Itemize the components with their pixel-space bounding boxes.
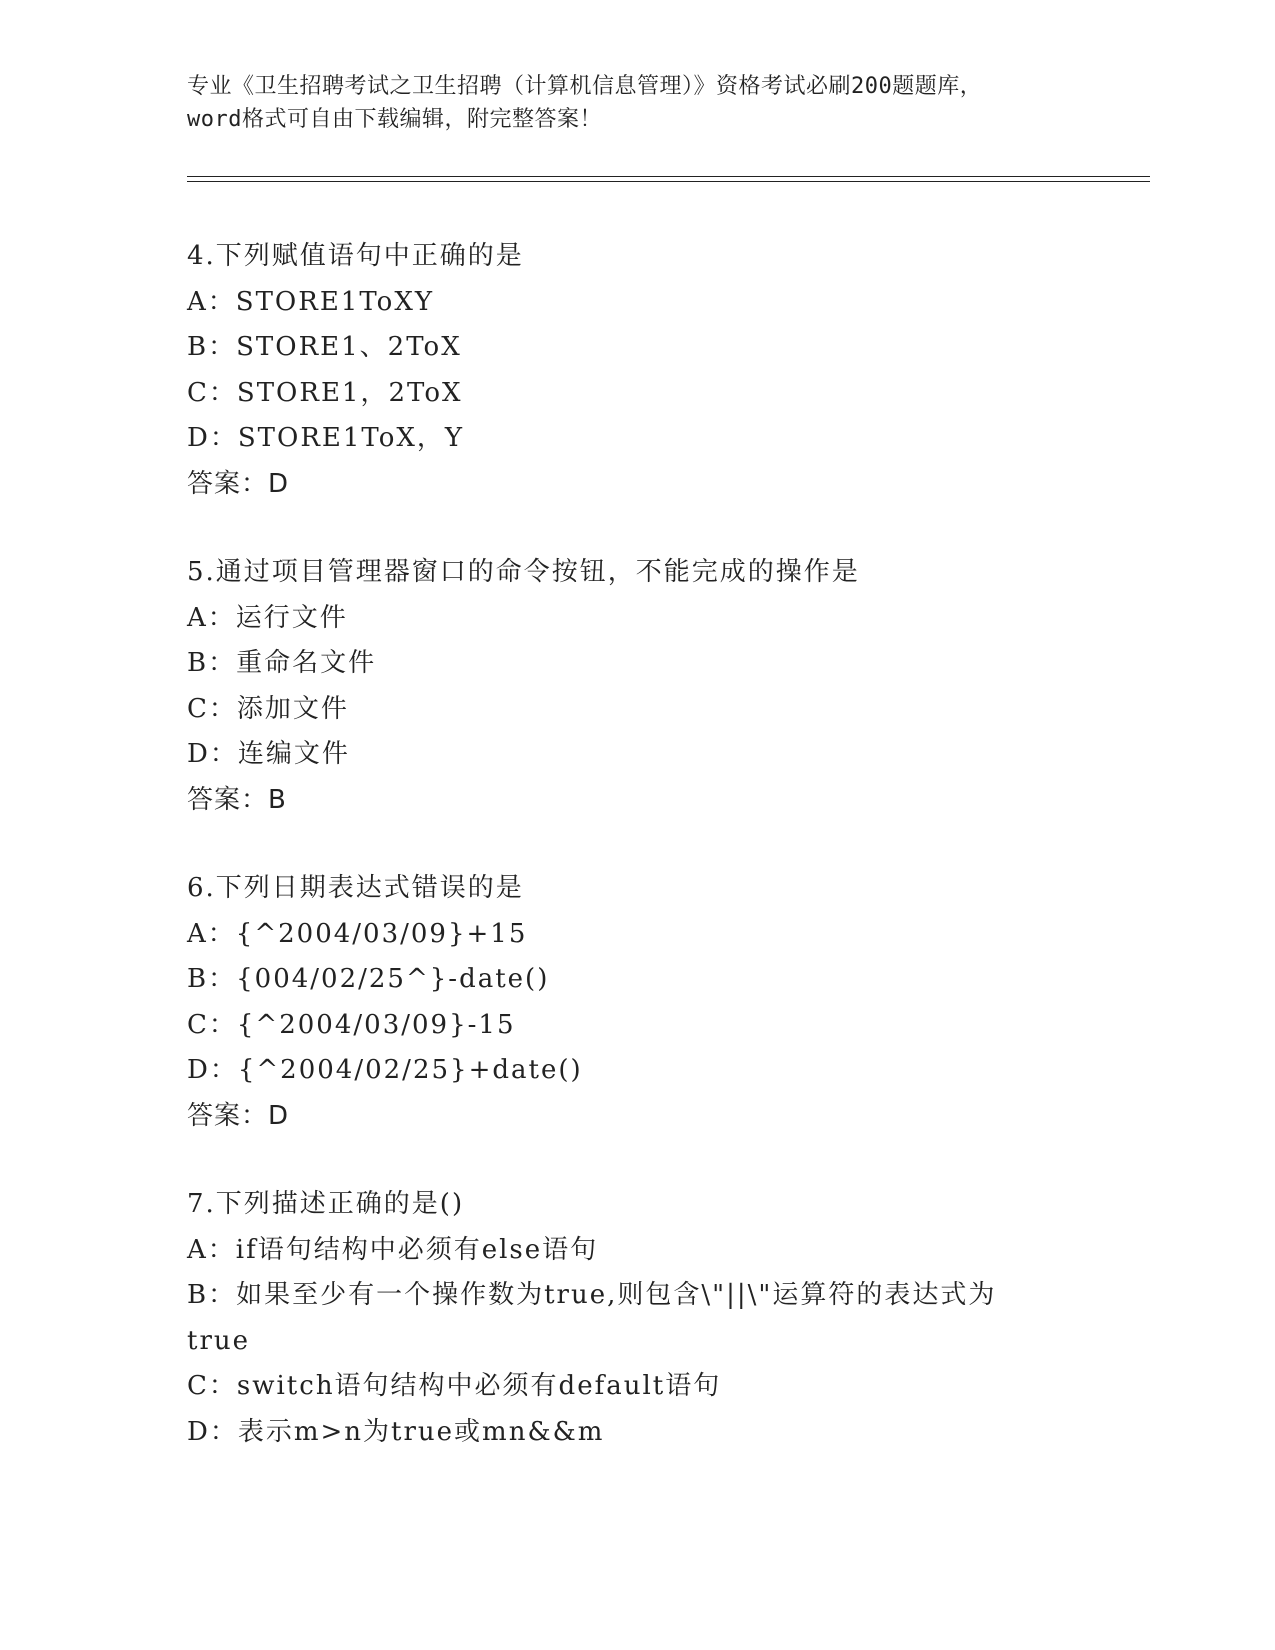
option-d: D：连编文件 [187,739,350,769]
option-a: A：运行文件 [187,602,348,633]
header-divider-bottom [187,181,1150,182]
question-list [187,234,1147,1498]
option-a: A：STORE1ToXY [187,286,434,317]
option-b: B：重命名文件 [187,648,377,678]
option-b: B：STORE1、2ToX [187,332,462,362]
question-5 [187,550,1147,823]
question-title: 5.通过项目管理器窗口的命令按钮，不能完成的操作是 [187,557,860,587]
option-c: C：{^2004/03/09}-15 [187,1009,516,1040]
option-c: C：添加文件 [187,693,349,724]
question-6 [187,866,1147,1139]
header-divider-top [187,176,1150,177]
header-line-2: word格式可自由下载编辑，附完整答案！ [187,107,602,132]
document-header [187,70,1087,136]
option-d: D：{^2004/02/25}+date() [187,1055,583,1085]
question-title: 7.下列描述正确的是() [187,1189,465,1219]
option-b: B：{004/02/25^}-date() [187,964,550,994]
answer: 答案：D [187,1100,290,1131]
option-a: A：{^2004/03/09}+15 [187,918,528,949]
option-d: D：STORE1ToX，Y [187,423,465,453]
header-line-1: 专业《卫生招聘考试之卫生招聘（计算机信息管理）》资格考试必刷200题题库， [187,74,983,99]
option-c: C：STORE1，2ToX [187,377,463,408]
option-b: B：如果至少有一个操作数为true,则包含\"||\"运算符的表达式为true [187,1280,997,1356]
question-4 [187,234,1147,507]
option-d: D：表示m>n为true或mn&&m [187,1416,605,1447]
question-7 [187,1182,1147,1455]
option-c: C：switch语句结构中必须有default语句 [187,1371,722,1401]
answer: 答案：B [187,784,287,815]
question-title: 6.下列日期表达式错误的是 [187,873,524,903]
question-title: 4.下列赋值语句中正确的是 [187,241,524,271]
answer: 答案：D [187,468,290,499]
option-a: A：if语句结构中必须有else语句 [187,1234,599,1265]
